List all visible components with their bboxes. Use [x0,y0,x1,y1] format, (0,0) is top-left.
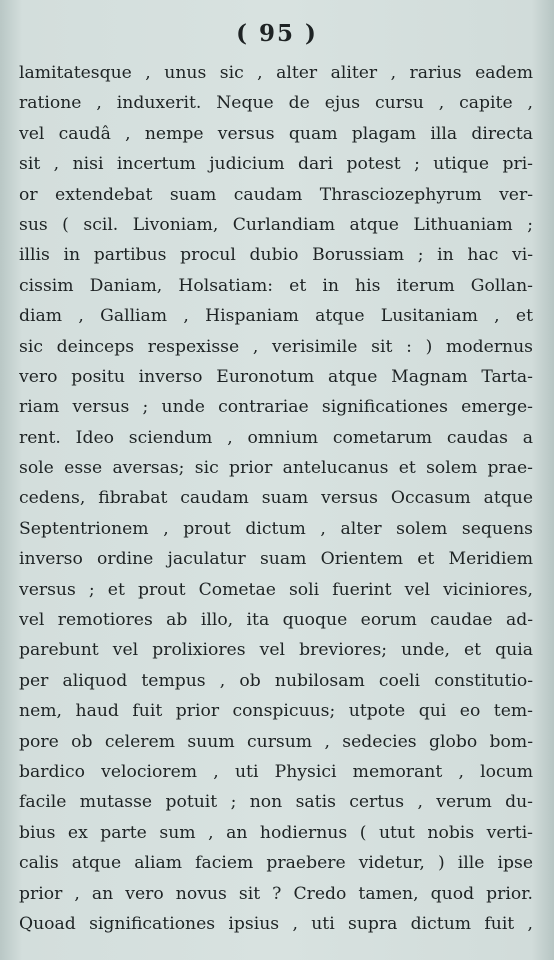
text-line: rent. Ideo sciendum , omnium cometarum caudas a [19,427,533,448]
text-line: parebunt vel prolixiores vel breviores; unde, et quia [19,640,533,661]
text-line: inverso ordine jaculatur suam Orientem et Meridiem [19,549,533,570]
text-line: sic deinceps respexisse , verisimile sit : ) modernus [19,336,533,357]
text-line: pore ob celerem suum cursum , sedecies globo bom- [19,731,533,752]
text-line: cissim Daniam, Holsatiam: et in his iterum Gollan- [19,275,533,296]
text-line: facile mutasse potuit ; non satis certus , verum du- [19,792,533,813]
text-line: Septentrionem , prout dictum , alter solem sequens [19,518,533,539]
text-line: or extendebat suam caudam Thrasciozephyrum ver- [19,184,533,205]
text-line: bius ex parte sum , an hodiernus ( utut nobis verti- [19,822,533,843]
text-line: vel caudâ , nempe versus quam plagam illa directa [19,123,533,144]
text-line: riam versus ; unde contrariae significationes emerge- [19,397,533,418]
text-line: vero positu inverso Euronotum atque Magnam Tarta- [19,366,533,387]
body-text [19,58,533,939]
text-line: per aliquod tempus , ob nubilosam coeli constitutio- [19,670,533,691]
text-line: cedens, fibrabat caudam suam versus Occasum atque [19,488,533,509]
text-line: bardico velociorem , uti Physici memorant , locum [19,761,533,782]
text-line: sit , nisi incertum judicium dari potest ; utique pri- [19,154,533,175]
text-line: lamitatesque , unus sic , alter aliter , rarius eadem [19,63,533,83]
text-line: diam , Galliam , Hispaniam atque Lusitaniam , et [19,306,533,327]
text-line: nem, haud fuit prior conspicuus; utpote qui eo tem- [19,701,533,722]
text-line: Quoad significationes ipsius , uti supra dictum fuit , [19,913,533,934]
text-line: vel remotiores ab illo, ita quoque eorum caudae ad- [19,610,533,631]
text-line: illis in partibus procul dubio Borussiam ; in hac vi- [19,245,533,266]
text-line: sole esse aversas; sic prior antelucanus et solem prae- [19,458,533,479]
text-line: prior , an vero novus sit ? Credo tamen, quod prior. [19,883,533,904]
text-line: versus ; et prout Cometae soli fuerint vel viciniores, [19,579,533,600]
text-line: sus ( scil. Livoniam, Curlandiam atque Lithuaniam ; [19,214,533,235]
text-line: ratione , induxerit. Neque de ejus cursu , capite , [19,93,533,114]
page-number: ( 95 ) [236,20,318,47]
text-line: calis atque aliam faciem praebere videtur, ) ille ipse [19,853,533,874]
